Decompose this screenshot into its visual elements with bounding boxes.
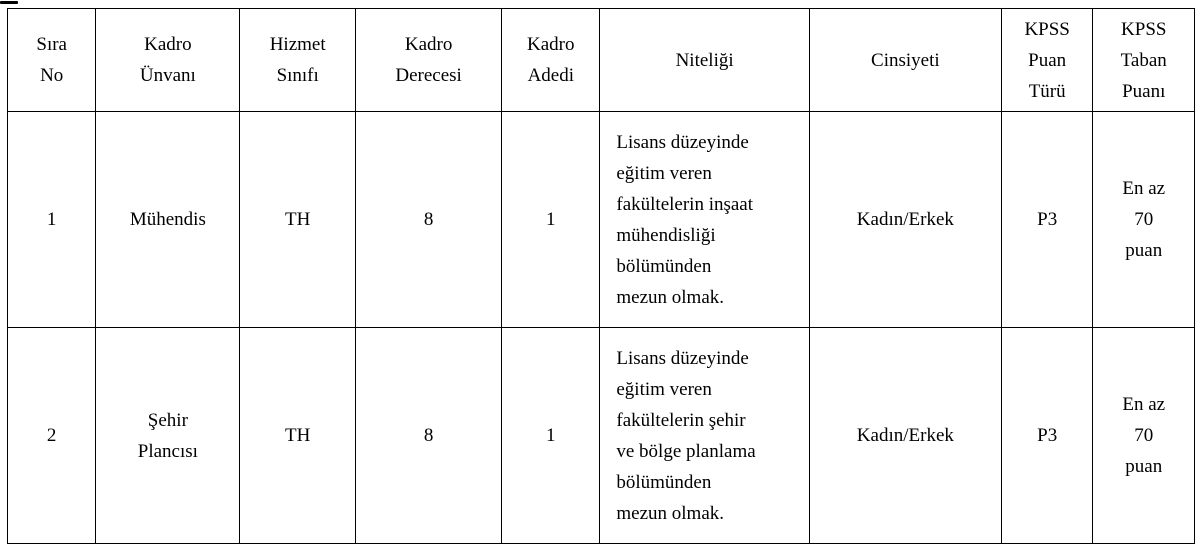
table-row bbox=[8, 112, 1195, 328]
cell-kpss-taban-puani: En az 70 puan bbox=[1093, 328, 1195, 544]
cell-kpss-puan-turu: P3 bbox=[1001, 112, 1093, 328]
header-cinsiyeti: Cinsiyeti bbox=[809, 9, 1001, 112]
header-niteligi: Niteliği bbox=[600, 9, 809, 112]
cell-hizmet-sinifi: TH bbox=[240, 112, 356, 328]
cell-sira-no: 1 bbox=[8, 112, 96, 328]
header-sira-no: Sıra No bbox=[8, 9, 96, 112]
cell-kadro-adedi: 1 bbox=[502, 328, 600, 544]
cell-niteligi: Lisans düzeyinde eğitim veren fakültelerin inşaat mühendisliği bölümünden mezun olmak. bbox=[600, 112, 809, 328]
cell-kpss-taban-puani: En az 70 puan bbox=[1093, 112, 1195, 328]
cell-kpss-puan-turu: P3 bbox=[1001, 328, 1093, 544]
staff-position-table bbox=[7, 8, 1195, 544]
header-kpss-taban-puani: KPSS Taban Puanı bbox=[1093, 9, 1195, 112]
header-kadro-unvani: Kadro Ünvanı bbox=[96, 9, 240, 112]
header-kadro-derecesi: Kadro Derecesi bbox=[356, 9, 502, 112]
cell-cinsiyeti: Kadın/Erkek bbox=[809, 328, 1001, 544]
cell-hizmet-sinifi: TH bbox=[240, 328, 356, 544]
cell-cinsiyeti: Kadın/Erkek bbox=[809, 112, 1001, 328]
cell-sira-no: 2 bbox=[8, 328, 96, 544]
cell-niteligi: Lisans düzeyinde eğitim veren fakültelerin şehir ve bölge planlama bölümünden mezun olmak. bbox=[600, 328, 809, 544]
header-row bbox=[8, 9, 1195, 112]
cell-kadro-derecesi: 8 bbox=[356, 328, 502, 544]
cell-kadro-adedi: 1 bbox=[502, 112, 600, 328]
header-kpss-puan-turu: KPSS Puan Türü bbox=[1001, 9, 1093, 112]
cell-kadro-derecesi: 8 bbox=[356, 112, 502, 328]
cropped-text-fragment bbox=[0, 0, 30, 8]
header-hizmet-sinifi: Hizmet Sınıfı bbox=[240, 9, 356, 112]
cell-kadro-unvani: Şehir Plancısı bbox=[96, 328, 240, 544]
table-row bbox=[8, 328, 1195, 544]
cell-kadro-unvani: Mühendis bbox=[96, 112, 240, 328]
header-kadro-adedi: Kadro Adedi bbox=[502, 9, 600, 112]
